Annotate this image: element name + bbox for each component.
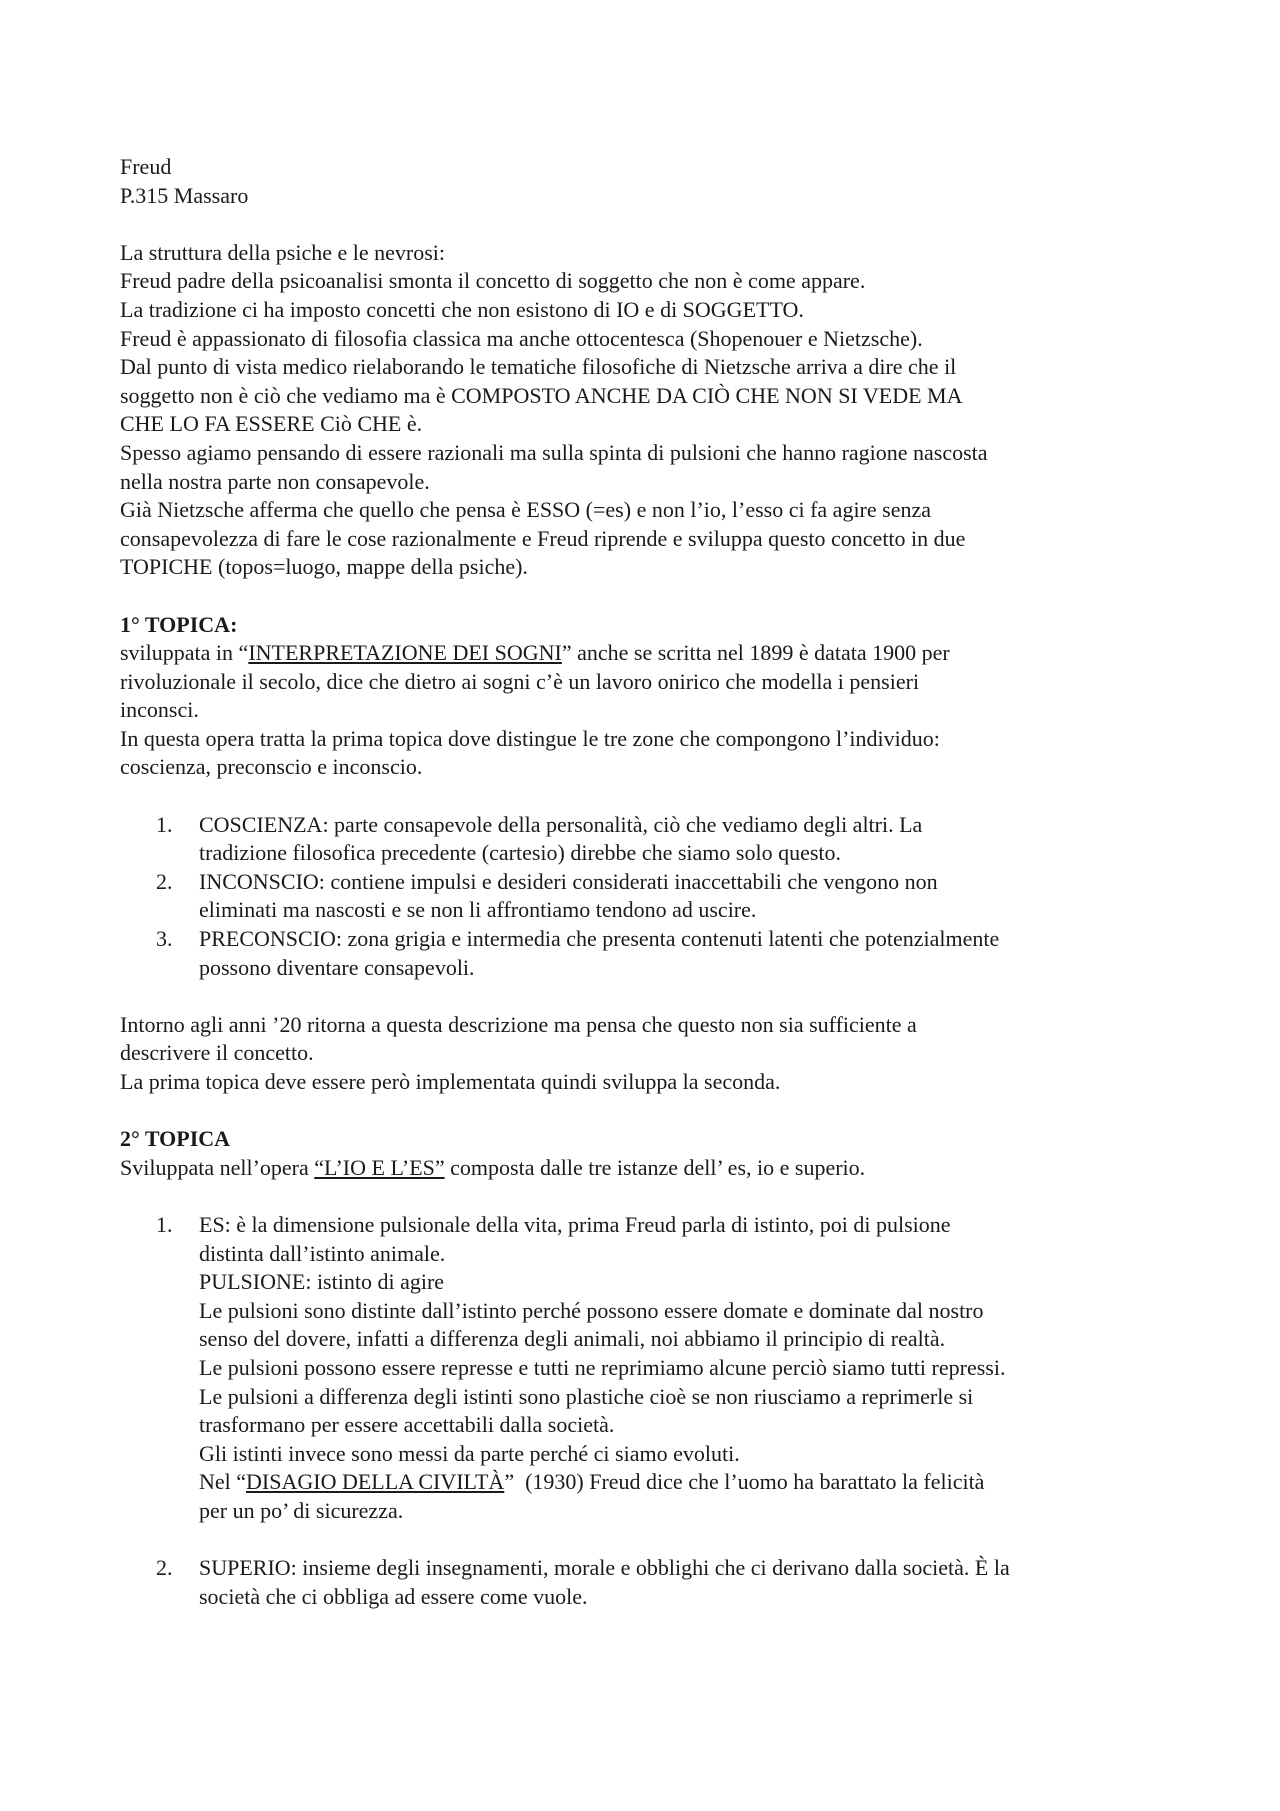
list-line: COSCIENZA: parte consapevole della personalità, ciò che vediamo degli altri. La xyxy=(199,811,923,837)
intro-line: CHE LO FA ESSERE Ciò CHE è. xyxy=(120,411,423,437)
spacer xyxy=(120,782,1160,811)
list-line: distinta dall’istinto animale. xyxy=(199,1240,446,1266)
list-item xyxy=(120,925,1160,982)
list-line xyxy=(199,1468,1160,1497)
topica2-line xyxy=(120,1154,1160,1183)
list-line: trasformano per essere accettabili dalla società. xyxy=(199,1412,615,1438)
list-item xyxy=(120,811,1160,868)
intro-line: TOPICHE (topos=luogo, mappe della psiche). xyxy=(120,554,528,580)
topica1-line xyxy=(120,639,1160,668)
text-fragment: composta dalle tre istanze dell’ es, io e superio. xyxy=(444,1154,866,1180)
intro-line: nella nostra parte non consapevole. xyxy=(120,468,430,494)
intro-line: Dal punto di vista medico rielaborando le tematiche filosofiche di Nietzsche arriva a dire che il xyxy=(120,354,957,380)
list-number: 2. xyxy=(156,1555,173,1581)
list-line: PRECONSCIO: zona grigia e intermedia che presenta contenuti latenti che potenzialmente xyxy=(199,926,1000,952)
intro-line: Già Nietzsche afferma che quello che pensa è ESSO (=es) e non l’io, l’esso ci fa agire senza xyxy=(120,497,932,523)
spacer xyxy=(120,210,1160,239)
text-fragment: Sviluppata nell’opera xyxy=(120,1154,315,1180)
topica1-heading: 1° TOPICA: xyxy=(120,611,238,637)
text-fragment: ” (1930) Freud dice che l’uomo ha barattato la felicità xyxy=(504,1469,985,1495)
list-line: senso del dovere, infatti a differenza degli animali, noi abbiamo il principio di realtà. xyxy=(199,1326,946,1352)
intro-paragraph xyxy=(120,267,1160,582)
list-line: ES: è la dimensione pulsionale della vita, prima Freud parla di istinto, poi di pulsione xyxy=(199,1211,951,1237)
list-item xyxy=(120,1211,1160,1526)
list-line: Le pulsioni possono essere represse e tutti ne reprimiamo alcune perciò siamo tutti repressi. xyxy=(199,1354,1006,1380)
spacer xyxy=(120,982,1160,1011)
intro-line: La tradizione ci ha imposto concetti che non esistono di IO e di SOGGETTO. xyxy=(120,296,804,322)
intro-line: Freud è appassionato di filosofia classica ma anche ottocentesca (Shopenouer e Nietzsche). xyxy=(120,325,923,351)
doc-title: Freud xyxy=(120,154,172,179)
doc-reference: P.315 Massaro xyxy=(120,182,249,208)
list-line: INCONSCIO: contiene impulsi e desideri considerati inaccettabili che vengono non xyxy=(199,868,938,894)
work-title-disagio: DISAGIO DELLA CIVILTÀ xyxy=(246,1469,505,1495)
spacer xyxy=(120,1097,1160,1126)
spacer xyxy=(120,582,1160,611)
list-line: SUPERIO: insieme degli insegnamenti, morale e obblighi che ci derivano dalla società. È la xyxy=(199,1555,1010,1581)
text-fragment: sviluppata in “ xyxy=(120,640,249,666)
list-line: tradizione filosofica precedente (cartesio) direbbe che siamo solo questo. xyxy=(199,840,842,866)
topica1-line: inconsci. xyxy=(120,697,199,723)
spacer xyxy=(120,1182,1160,1211)
list-line: Le pulsioni sono distinte dall’istinto perché possono essere domate e dominate dal nostro xyxy=(199,1297,984,1323)
text-fragment: Nel “ xyxy=(199,1469,247,1495)
list-line: possono diventare consapevoli. xyxy=(199,954,475,980)
list-number: 1. xyxy=(156,1211,173,1237)
topica1-after-paragraph xyxy=(120,1011,1160,1097)
work-title-interpretazione: INTERPRETAZIONE DEI SOGNI xyxy=(248,640,562,666)
list-number: 2. xyxy=(156,868,173,894)
topica1-line: rivoluzionale il secolo, dice che dietro ai sogni c’è un lavoro onirico che modella i pensieri xyxy=(120,668,920,694)
topica1-line: In questa opera tratta la prima topica dove distingue le tre zone che compongono l’individuo: xyxy=(120,725,940,751)
intro-line: consapevolezza di fare le cose razionalmente e Freud riprende e sviluppa questo concetto in due xyxy=(120,525,966,551)
list-line: società che ci obbliga ad essere come vuole. xyxy=(199,1583,588,1609)
intro-line: Freud padre della psicoanalisi smonta il concetto di soggetto che non è come appare. xyxy=(120,268,866,294)
topica1-after-line: La prima topica deve essere però implementata quindi sviluppa la seconda. xyxy=(120,1069,781,1094)
topica1-line: coscienza, preconscio e inconscio. xyxy=(120,754,423,780)
list-number: 3. xyxy=(156,926,173,952)
topica1-after-line: Intorno agli anni ’20 ritorna a questa descrizione ma pensa che questo non sia sufficiente a xyxy=(120,1011,917,1037)
list-line: PULSIONE: istinto di agire xyxy=(199,1269,445,1295)
list-item xyxy=(120,868,1160,925)
list-item xyxy=(120,1554,1160,1611)
list-line: Gli istinti invece sono messi da parte perché ci siamo evoluti. xyxy=(199,1440,740,1466)
topica1-paragraph xyxy=(120,639,1160,782)
intro-heading: La struttura della psiche e le nevrosi: xyxy=(120,239,445,265)
topica2-list xyxy=(120,1211,1160,1611)
topica1-list xyxy=(120,811,1160,983)
topica1-after-line: descrivere il concetto. xyxy=(120,1040,314,1066)
text-fragment: ” anche se scritta nel 1899 è datata 1900 per xyxy=(561,640,950,666)
topica2-heading: 2° TOPICA xyxy=(120,1126,231,1152)
list-line: Le pulsioni a differenza degli istinti sono plastiche cioè se non riusciamo a reprimerle si xyxy=(199,1383,974,1409)
work-title-io-es: “L’IO E L’ES” xyxy=(314,1154,445,1180)
list-number: 1. xyxy=(156,811,173,837)
intro-line: soggetto non è ciò che vediamo ma è COMPOSTO ANCHE DA CIÒ CHE NON SI VEDE MA xyxy=(120,382,963,408)
intro-line: Spesso agiamo pensando di essere razionali ma sulla spinta di pulsioni che hanno ragione nascosta xyxy=(120,439,988,465)
list-line: per un po’ di sicurezza. xyxy=(199,1497,404,1523)
list-line: eliminati ma nascosti e se non li affrontiamo tendono ad uscire. xyxy=(199,897,757,923)
